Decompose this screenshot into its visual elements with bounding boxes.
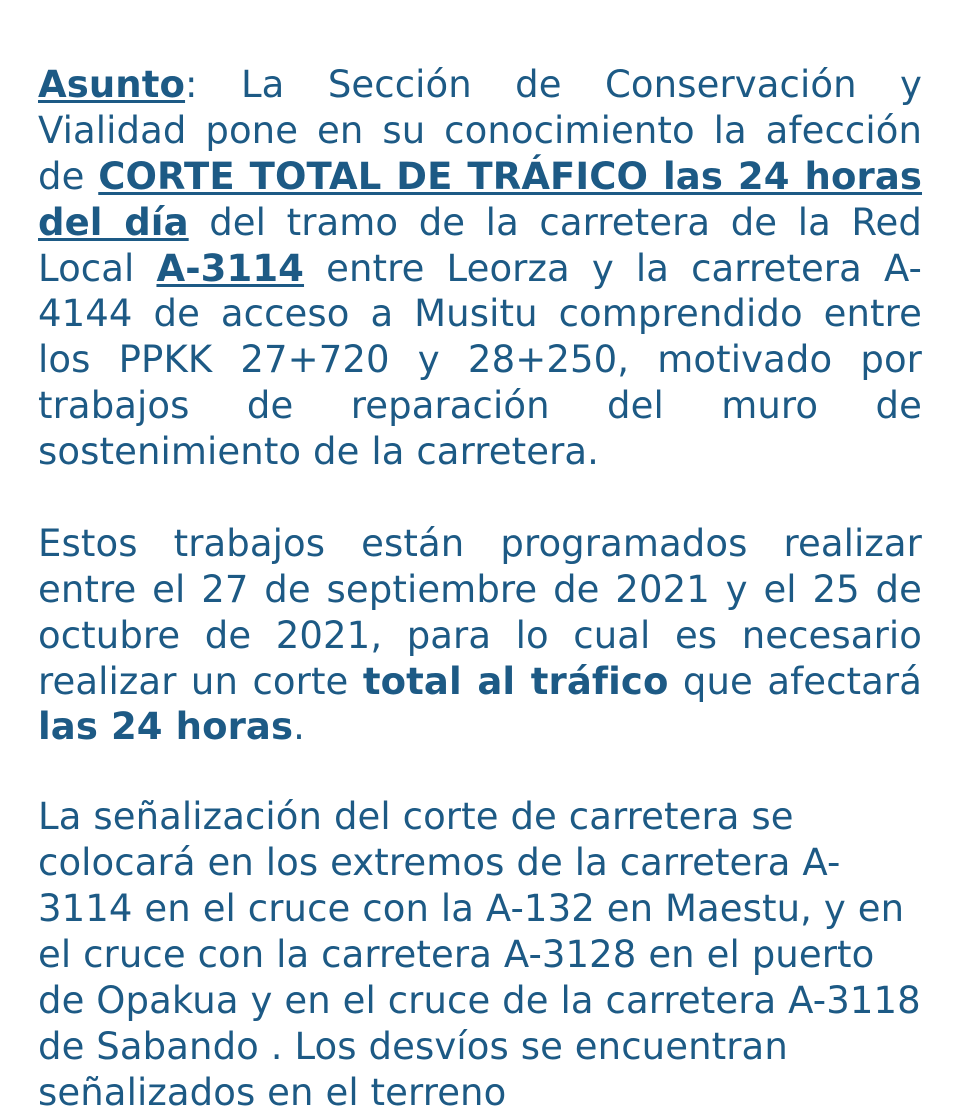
signage-text: La señalización del corte de carretera se colocará en los extremos de la carretera A-3114 en el cruce con la A-132 en Maestu, y en el cruce con la carretera A-3128 en el puerto de Opakua y en el cruce de la carretera A-3118 de Sabando . Los desvíos se encuentran señalizados en el terreno	[38, 795, 921, 1114]
corte-total-trafico-emphasis: CORTE TOTAL DE TRÁFICO las 24 horas del día	[38, 154, 923, 244]
schedule-text-3: .	[293, 705, 305, 749]
schedule-text-1: Estos trabajos están programados realizar entre el 27 de septiembre de 2021 y el 25 de octubre de 2021, para lo cual es necesario realizar un corte	[38, 521, 922, 703]
asunto-text-1: : La Sección de Conservación y Vialidad pone en su conocimiento la afección de	[38, 63, 922, 198]
paragraph-gap-1	[38, 507, 922, 521]
asunto-text-3: entre Leorza y la carretera A-4144 de acceso a Musitu comprendido entre los PPKK 27+720 y 28+250, motivado por trabajos de reparación del muro de sostenimiento de la carretera.	[38, 246, 922, 473]
asunto-label: Asunto	[38, 63, 186, 106]
total-al-trafico-emphasis: total al tráfico	[362, 659, 669, 703]
schedule-text-2: que afectará	[668, 659, 922, 703]
paragraph-signage	[38, 794, 922, 1115]
road-code-emphasis: A-3114	[156, 246, 305, 290]
paragraph-schedule	[38, 521, 922, 750]
asunto-text-2: del tramo de la carretera de la Red Local	[38, 200, 922, 290]
paragraph-gap-2	[38, 782, 922, 794]
paragraph-asunto	[38, 62, 922, 475]
las-24-horas-emphasis: las 24 horas	[38, 705, 294, 749]
